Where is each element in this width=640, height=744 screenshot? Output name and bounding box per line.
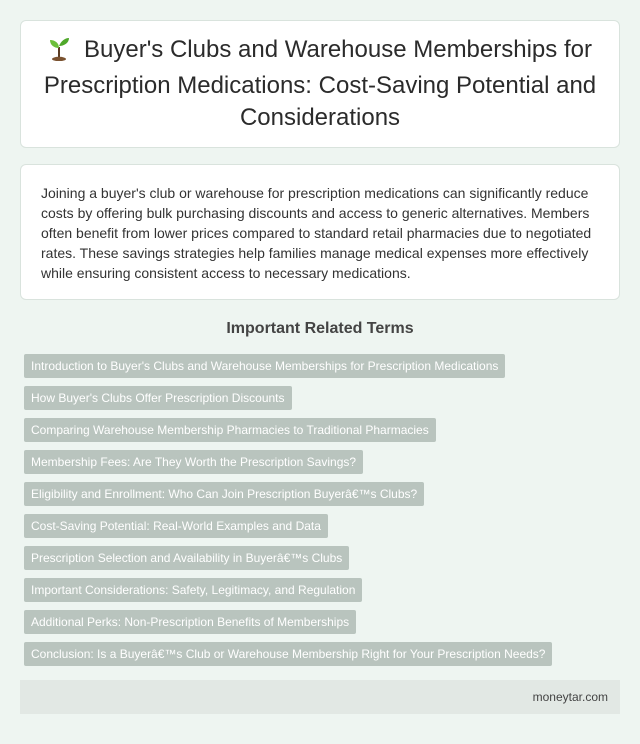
- related-term-tag[interactable]: Membership Fees: Are They Worth the Prescription Savings?: [24, 450, 363, 474]
- related-term-tag[interactable]: Additional Perks: Non-Prescription Benefits of Memberships: [24, 610, 356, 634]
- related-term-tag[interactable]: Conclusion: Is a Buyerâ€™s Club or Warehouse Membership Right for Your Prescription Needs?: [24, 642, 552, 666]
- footer-site-link[interactable]: moneytar.com: [532, 690, 608, 704]
- related-terms-list: [24, 354, 624, 674]
- related-term-tag[interactable]: Important Considerations: Safety, Legitimacy, and Regulation: [24, 578, 362, 602]
- related-term-tag[interactable]: Introduction to Buyer's Clubs and Warehouse Memberships for Prescription Medications: [24, 354, 505, 378]
- title-card: [20, 20, 620, 148]
- related-term-tag[interactable]: Comparing Warehouse Membership Pharmacies to Traditional Pharmacies: [24, 418, 436, 442]
- sprout-icon: [48, 35, 70, 70]
- related-term-tag[interactable]: Prescription Selection and Availability in Buyerâ€™s Clubs: [24, 546, 349, 570]
- page-title-text: Buyer's Clubs and Warehouse Memberships for Prescription Medications: Cost-Saving Potential and Considerations: [43, 36, 597, 131]
- related-terms-heading: Important Related Terms: [226, 320, 414, 337]
- related-term-tag[interactable]: Eligibility and Enrollment: Who Can Join Prescription Buyerâ€™s Clubs?: [24, 482, 424, 506]
- related-term-tag[interactable]: Cost-Saving Potential: Real-World Examples and Data: [24, 514, 328, 538]
- page-title: [21, 34, 619, 134]
- summary-text: Joining a buyer's club or warehouse for prescription medications can significantly reduce costs by offering bulk purchasing discounts and access to generic alternatives. Members often benefit from lower prices compared to standard retail pharmacies due to negotiated rates. These savings strategies help families manage medical expenses more effectively while ensuring consistent access to necessary medications.: [41, 185, 592, 281]
- footer: [20, 680, 620, 714]
- summary-card: [20, 164, 620, 300]
- related-term-tag[interactable]: How Buyer's Clubs Offer Prescription Discounts: [24, 386, 292, 410]
